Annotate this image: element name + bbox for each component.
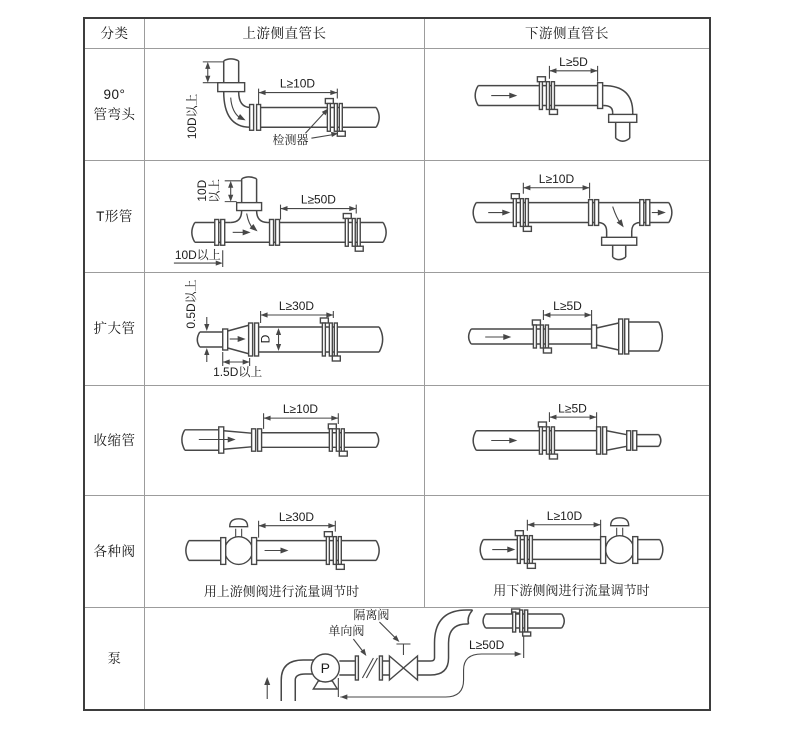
cone-entry-flange-pair bbox=[597, 427, 607, 454]
bottom-dim-label: 10D以上 bbox=[174, 248, 221, 263]
category-reducer-label: 收缩管 bbox=[93, 432, 136, 448]
flow-arrow bbox=[488, 210, 510, 216]
cell-elbow-downstream bbox=[425, 49, 709, 161]
globe-valve-symbol bbox=[221, 519, 257, 565]
flow-arrow bbox=[233, 229, 251, 235]
diagram-reducer-downstream bbox=[425, 386, 709, 495]
exit-flange-pair bbox=[640, 200, 650, 226]
detector-symbol bbox=[328, 424, 347, 456]
elbow-flange bbox=[598, 83, 603, 109]
flow-arrow bbox=[485, 334, 511, 340]
flow-arrow bbox=[491, 93, 517, 99]
flow-arrow bbox=[199, 437, 236, 443]
detector-symbol bbox=[511, 194, 531, 232]
detector-symbol bbox=[532, 320, 551, 353]
cone-exit-flange-pair bbox=[627, 431, 637, 450]
vertical-dim-label: 10D以上 bbox=[184, 93, 199, 140]
entry-flange-pair bbox=[589, 200, 599, 226]
dimension-diameter bbox=[259, 328, 282, 351]
diagram-pump bbox=[145, 608, 709, 709]
diagram-elbow-upstream bbox=[145, 49, 424, 160]
header-downstream bbox=[425, 19, 709, 49]
category-pump-label: 泵 bbox=[107, 650, 122, 666]
diameter-label: D bbox=[258, 334, 273, 344]
vertical-dim-line1: 10D bbox=[194, 179, 209, 202]
exit-flange-pair bbox=[270, 219, 280, 245]
pump-letter: P bbox=[320, 660, 330, 676]
isolation-valve-label: 隔离阀 bbox=[353, 608, 390, 622]
dim-label: L≥10D bbox=[279, 76, 316, 91]
dim-label: L≥50D bbox=[300, 192, 336, 207]
flow-arrow bbox=[231, 98, 247, 123]
category-expander-label: 扩大管 bbox=[93, 321, 136, 337]
dimension-vertical bbox=[195, 179, 242, 203]
dimension-offset bbox=[183, 279, 210, 362]
detector-symbol bbox=[512, 609, 531, 636]
cell-valves-downstream bbox=[425, 496, 709, 608]
exit-flange-pair bbox=[250, 105, 261, 131]
dim-label: L≥5D bbox=[553, 299, 582, 313]
cell-tee-downstream bbox=[425, 161, 709, 273]
detector-symbol bbox=[343, 214, 363, 252]
diagram-valves-downstream bbox=[425, 496, 709, 607]
dimension-vertical bbox=[185, 62, 224, 139]
cell-expander-upstream bbox=[145, 273, 425, 386]
dimension-bottom bbox=[174, 248, 223, 267]
vertical-dim-line2: 以上 bbox=[207, 178, 222, 203]
check-valve-label: 单向阀 bbox=[328, 624, 365, 638]
detector-symbol bbox=[538, 422, 557, 459]
dim-label: L≥10D bbox=[282, 402, 318, 417]
dimension-L bbox=[264, 402, 339, 428]
check-valve-symbol bbox=[355, 656, 382, 680]
dimension-L bbox=[549, 55, 597, 82]
globe-valve-symbol bbox=[601, 518, 638, 564]
header-category-label: 分类 bbox=[100, 25, 129, 41]
category-pump bbox=[85, 608, 145, 709]
pump-symbol bbox=[311, 654, 339, 689]
tee-top-flange bbox=[237, 203, 262, 211]
dim-label: L≥10D bbox=[546, 508, 583, 523]
category-elbow-line1: 90° bbox=[103, 86, 126, 102]
detector-symbol bbox=[320, 318, 340, 361]
category-elbow-line2: 管弯头 bbox=[93, 106, 136, 122]
dim-label: L≥30D bbox=[278, 509, 315, 524]
cone-exit-flange-pair bbox=[252, 429, 262, 451]
dim-label: L≥5D bbox=[559, 54, 588, 69]
detector-symbol bbox=[324, 532, 344, 570]
flow-arrow bbox=[491, 438, 517, 444]
diagram-elbow-downstream bbox=[425, 49, 709, 160]
dimension-L bbox=[338, 636, 523, 700]
tee-flow-arrow bbox=[613, 207, 627, 230]
branch-flange bbox=[602, 237, 637, 245]
cone-entry-flange bbox=[223, 329, 228, 350]
cell-pump bbox=[145, 608, 709, 709]
header-downstream-label: 下游侧直管长 bbox=[525, 25, 609, 41]
elbow-bottom-flange bbox=[609, 114, 637, 122]
cell-tee-upstream bbox=[145, 161, 425, 273]
detector-symbol bbox=[537, 77, 557, 115]
diagram-reducer-upstream bbox=[145, 386, 424, 495]
category-tee-label: T形管 bbox=[96, 208, 133, 224]
diagram-tee-downstream bbox=[425, 161, 709, 272]
cell-reducer-downstream bbox=[425, 386, 709, 496]
check-valve-callout bbox=[328, 623, 368, 657]
flow-arrow bbox=[492, 547, 515, 553]
cell-expander-downstream bbox=[425, 273, 709, 386]
cone-exit-flange-pair bbox=[249, 323, 259, 356]
offset-dim-label: 0.5D以上 bbox=[183, 279, 198, 329]
category-elbow bbox=[85, 49, 145, 161]
cell-elbow-upstream bbox=[145, 49, 425, 161]
detector-symbol bbox=[515, 531, 535, 569]
caption: 用下游侧阀进行流量调节时 bbox=[493, 583, 650, 599]
category-valves bbox=[85, 496, 145, 608]
cone-exit-flange-pair bbox=[619, 319, 629, 354]
diagram-expander-upstream bbox=[145, 273, 424, 385]
flow-arrow bbox=[230, 336, 246, 342]
dimension-L bbox=[523, 172, 589, 199]
flow-arrow bbox=[265, 548, 289, 554]
dim-label: L≥30D bbox=[278, 298, 315, 314]
cone-dim-label: 1.5D以上 bbox=[213, 364, 263, 380]
category-tee bbox=[85, 161, 145, 273]
diagram-tee-upstream bbox=[145, 161, 424, 272]
cone-entry-flange bbox=[592, 325, 597, 348]
dimension-L bbox=[543, 299, 591, 325]
cell-valves-upstream bbox=[145, 496, 425, 608]
dimension-L bbox=[549, 401, 596, 426]
header-upstream bbox=[145, 19, 425, 49]
diagram-valves-upstream bbox=[145, 496, 424, 607]
dim-label: L≥5D bbox=[558, 401, 587, 416]
pipe-installation-table bbox=[83, 17, 711, 711]
dimension-L bbox=[527, 509, 600, 537]
header-upstream-label: 上游侧直管长 bbox=[242, 25, 327, 41]
caption: 用上游侧阀进行流量调节时 bbox=[203, 584, 360, 600]
flow-arrow-exit bbox=[652, 210, 666, 216]
diagram-expander-downstream bbox=[425, 273, 709, 385]
header-category bbox=[85, 19, 145, 49]
category-expander bbox=[85, 273, 145, 386]
detector-symbol bbox=[325, 99, 345, 137]
category-valves-label: 各种阀 bbox=[93, 543, 136, 559]
dim-label: L≥10D bbox=[538, 171, 575, 186]
inlet-flow-arrow bbox=[264, 677, 270, 699]
dim-label: L≥50D bbox=[468, 638, 505, 652]
isolation-valve-symbol bbox=[389, 644, 417, 680]
cell-reducer-upstream bbox=[145, 386, 425, 496]
detector-label: 检测器 bbox=[272, 133, 309, 148]
elbow-flange bbox=[218, 83, 245, 92]
upstream-flange-pair bbox=[215, 219, 225, 245]
category-reducer bbox=[85, 386, 145, 496]
